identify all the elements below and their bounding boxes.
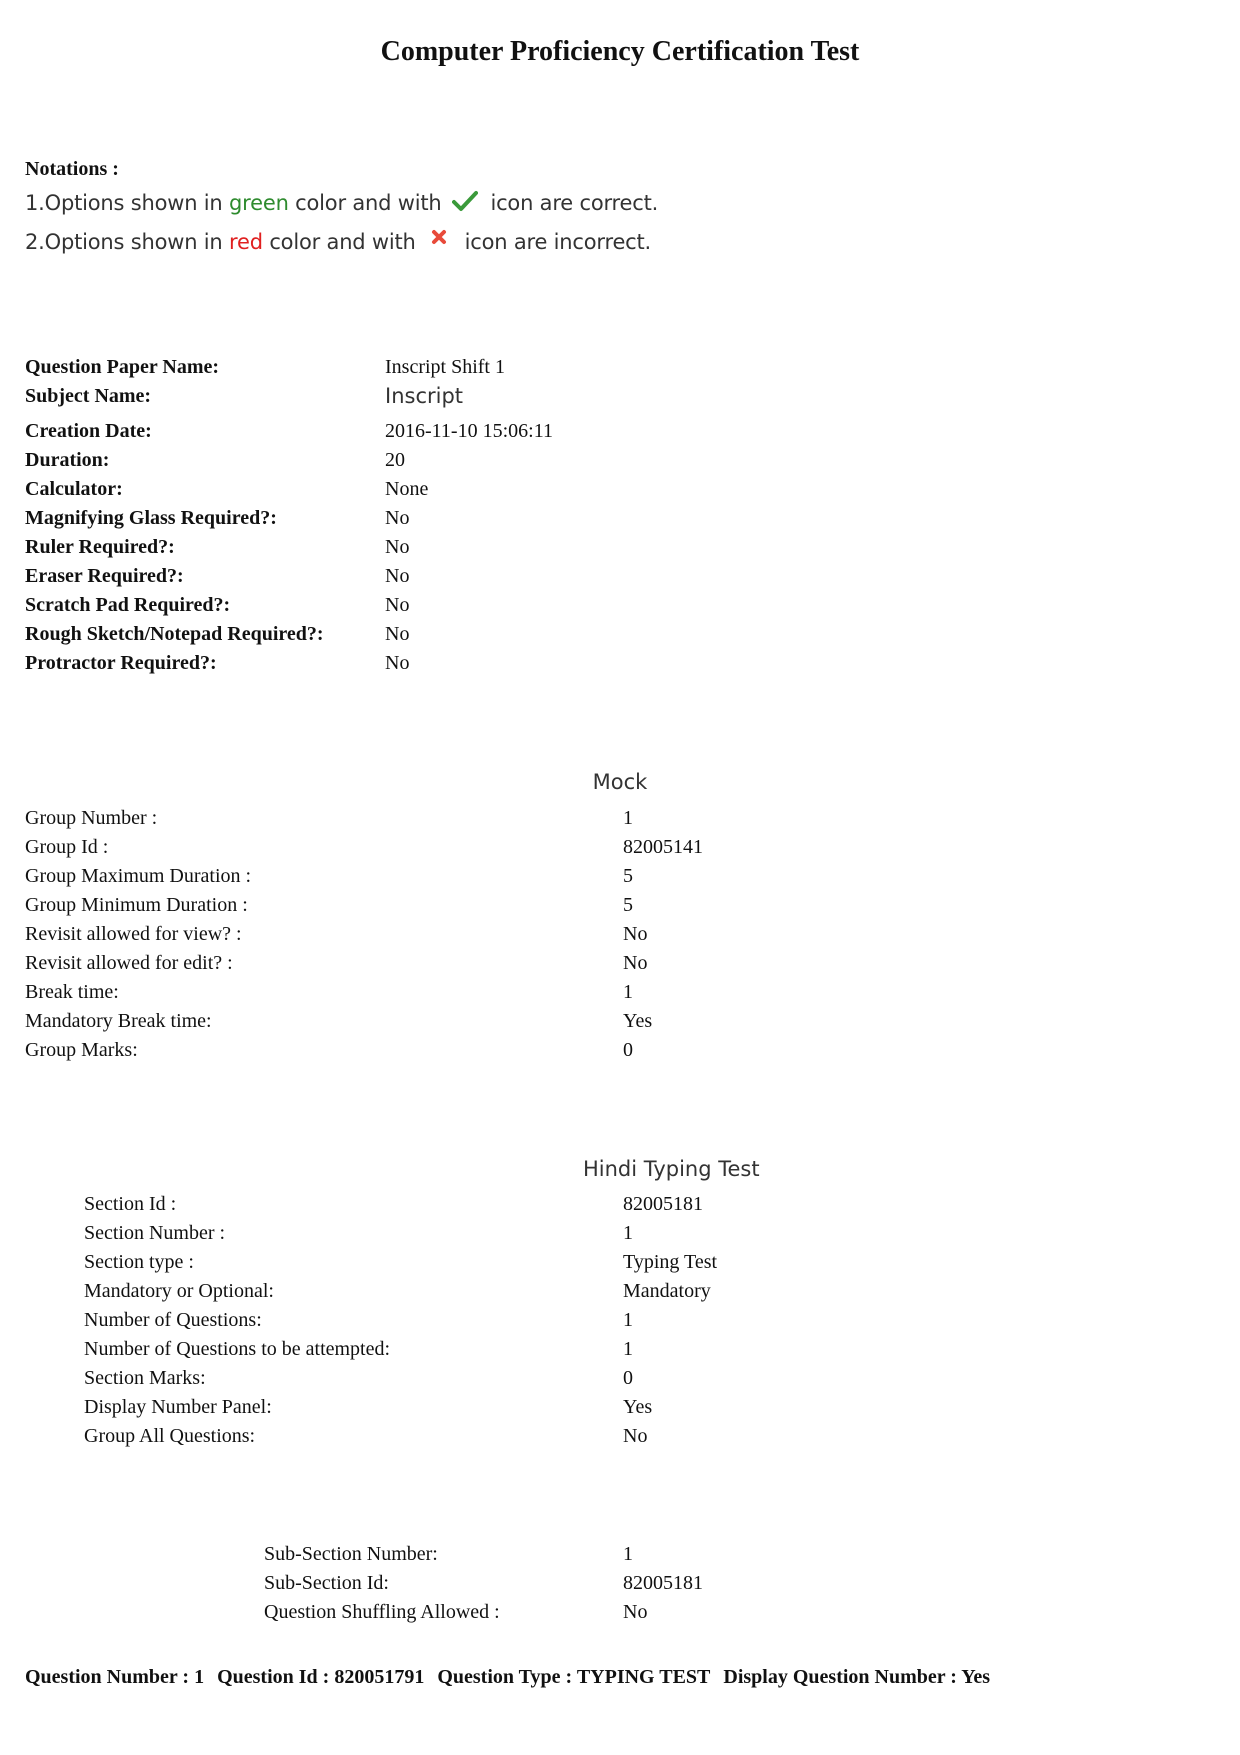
field-label: Mandatory Break time: bbox=[25, 1010, 212, 1032]
field-value: 5 bbox=[623, 865, 633, 887]
question-number: Question Number : 1 bbox=[25, 1666, 205, 1688]
check-icon bbox=[452, 190, 478, 212]
notation-text: color and with bbox=[288, 191, 448, 215]
field-value: 1 bbox=[623, 1309, 633, 1331]
field-label: Group All Questions: bbox=[84, 1425, 256, 1447]
field-value: 1 bbox=[623, 1338, 633, 1360]
notation-line-correct bbox=[25, 190, 658, 215]
field-value: 2016-11-10 15:06:11 bbox=[385, 420, 553, 442]
field-value: No bbox=[385, 652, 410, 674]
field-label: Question Paper Name: bbox=[25, 356, 220, 378]
notations-heading: Notations : bbox=[25, 158, 119, 180]
field-value: None bbox=[385, 478, 429, 500]
field-label: Sub-Section Id: bbox=[264, 1572, 389, 1594]
red-color-word: red bbox=[229, 230, 263, 254]
field-label: Number of Questions to be attempted: bbox=[84, 1338, 391, 1360]
field-value: No bbox=[385, 594, 410, 616]
field-label: Scratch Pad Required?: bbox=[25, 594, 231, 616]
field-value: No bbox=[623, 923, 648, 945]
field-label: Protractor Required?: bbox=[25, 652, 217, 674]
field-label: Section Id : bbox=[84, 1193, 177, 1215]
field-value: 82005181 bbox=[623, 1193, 703, 1215]
field-value: 5 bbox=[623, 894, 633, 916]
field-label: Group Maximum Duration : bbox=[25, 865, 252, 887]
display-question-number: Display Question Number : Yes bbox=[723, 1666, 991, 1688]
page-title: Computer Proficiency Certification Test bbox=[380, 36, 860, 67]
field-label: Group Id : bbox=[25, 836, 109, 858]
field-label: Sub-Section Number: bbox=[264, 1543, 438, 1565]
field-label: Number of Questions: bbox=[84, 1309, 262, 1331]
notation-text: 1.Options shown in bbox=[25, 191, 230, 215]
field-value: 1 bbox=[623, 981, 633, 1003]
field-value: 0 bbox=[623, 1367, 633, 1389]
field-label: Mandatory or Optional: bbox=[84, 1280, 274, 1302]
field-value: Mandatory bbox=[623, 1280, 711, 1302]
notation-line-incorrect bbox=[25, 229, 651, 254]
field-value: Typing Test bbox=[623, 1251, 718, 1273]
field-label: Calculator: bbox=[25, 478, 123, 500]
field-value: 1 bbox=[623, 1543, 633, 1565]
field-label: Magnifying Glass Required?: bbox=[25, 507, 277, 529]
field-label: Creation Date: bbox=[25, 420, 152, 442]
field-value: 82005141 bbox=[623, 836, 703, 858]
field-label: Group Number : bbox=[25, 807, 158, 829]
notation-text: 2.Options shown in bbox=[25, 230, 230, 254]
field-value: No bbox=[385, 536, 410, 558]
field-label: Eraser Required?: bbox=[25, 565, 184, 587]
notation-text: color and with bbox=[262, 230, 423, 254]
field-value: 82005181 bbox=[623, 1572, 703, 1594]
field-label: Revisit allowed for view? : bbox=[25, 923, 242, 945]
field-label: Ruler Required?: bbox=[25, 536, 175, 558]
field-value: 20 bbox=[385, 449, 405, 471]
field-value: Yes bbox=[623, 1010, 653, 1032]
question-id: Question Id : 820051791 bbox=[217, 1666, 425, 1688]
field-label: Group Minimum Duration : bbox=[25, 894, 248, 916]
field-value: 1 bbox=[623, 1222, 633, 1244]
notation-text: icon are correct. bbox=[483, 191, 659, 215]
field-label: Rough Sketch/Notepad Required?: bbox=[25, 623, 324, 645]
field-value: No bbox=[623, 952, 648, 974]
field-value: Inscript bbox=[385, 384, 464, 408]
field-value: 0 bbox=[623, 1039, 633, 1061]
notation-text: icon are incorrect. bbox=[458, 230, 652, 254]
field-value: Inscript Shift 1 bbox=[385, 356, 505, 378]
field-label: Section type : bbox=[84, 1251, 194, 1273]
field-label: Question Shuffling Allowed : bbox=[264, 1601, 500, 1623]
field-label: Section Marks: bbox=[84, 1367, 206, 1389]
field-value: No bbox=[623, 1425, 648, 1447]
field-value: Yes bbox=[623, 1396, 653, 1418]
question-type: Question Type : TYPING TEST bbox=[437, 1666, 711, 1688]
field-value: No bbox=[623, 1601, 648, 1623]
green-color-word: green bbox=[229, 191, 289, 215]
field-label: Section Number : bbox=[84, 1222, 226, 1244]
question-info-line bbox=[25, 1666, 998, 1689]
field-value: No bbox=[385, 565, 410, 587]
field-value: No bbox=[385, 507, 410, 529]
cross-icon bbox=[426, 229, 452, 251]
group-heading: Mock bbox=[592, 770, 648, 794]
field-label: Subject Name: bbox=[25, 385, 152, 407]
field-label: Display Number Panel: bbox=[84, 1396, 272, 1418]
field-label: Break time: bbox=[25, 981, 119, 1003]
field-value: No bbox=[385, 623, 410, 645]
section-heading: Hindi Typing Test bbox=[583, 1157, 760, 1181]
field-value: 1 bbox=[623, 807, 633, 829]
field-label: Revisit allowed for edit? : bbox=[25, 952, 233, 974]
field-label: Duration: bbox=[25, 449, 110, 471]
field-label: Group Marks: bbox=[25, 1039, 138, 1061]
